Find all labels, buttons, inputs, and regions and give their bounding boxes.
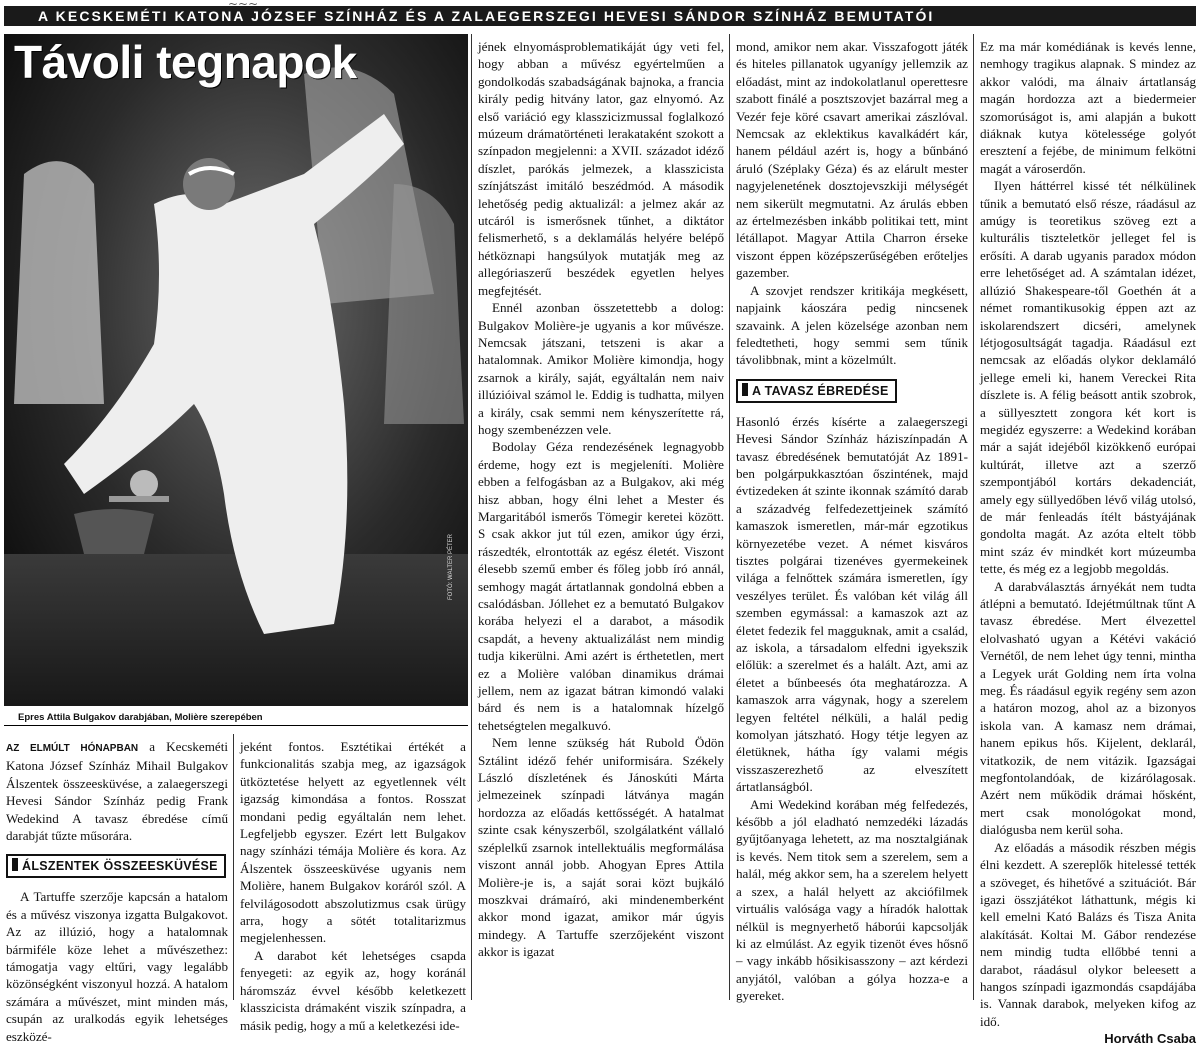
intro-paragraph: AZ ELMÚLT HÓNAPBAN a Kecskeméti Katona József Színház Mihail Bulgakov Álszentek összeesküvése, a zalaegerszegi Hevesi Sándor Színház pedig Frank Wedekind A tavasz ébredése című darabját tűzte műsorára. (6, 739, 228, 844)
heading-marker (12, 858, 18, 871)
photo-credit: FOTÓ: WALTER PÉTER (448, 533, 454, 600)
column-5 (980, 38, 1196, 1047)
paragraph: Hasonló érzés kísérte a zalaegerszegi Hevesi Sándor Színház háziszínpadán A tavasz ébredésének bemutatóját Az 1891-ben polgárpukkasztóan őszintének, majd évtizedeken át szinte ikonnak számító darab a századvég felfedezettjeinek számító kamaszok ismeretlen, már-már egzotikus környezetébe vezet. A német kisváros tisztes polgárai tizenéves gyermekeinek világa a felnőttek számára ismeretlen, így veszélyes terület. És valóban két világ áll szemben egymással: a kamaszok azt az életet fedezik fel magguknak, amit a család, az iskola, a társadalom elfedni igyekszik előlük: a szerelmet és a halált. Azt, ami az életet a bűnbeesés óta meghatározza. A kamaszok arra vágynak, hogy a szerelem legyen feltétel nélküli, a halál pedig komolyan játszható. Hogy tétje legyen az életüknek, hátha így valami mégis visszaszerezhető az elveszített ártatlanságból. (736, 413, 968, 795)
paragraph: Nem lenne szükség hát Rubold Ödön Sztálint idéző fehér uniformisára. Székely László díszletének és Jánoskúti Márta jelmezeinek színpadi látványa magán hordozza az előadás kettősségét. A hatalmat szinte csak kényszerből, szolgálatként vállaló széplelkű zsarnok intellektuális megformálása viszont annál jobb. Ahogyan Epres Attila Molière-je is, a saját sorai közt bujkáló moszkvai drámaíró, aki mindenemberként akkor mond igazat, amikor már úgyis mindegy. A Tartuffe szerzőjeként viszont akkor is igazat (478, 735, 724, 960)
intro-lead: AZ ELMÚLT HÓNAPBAN (6, 743, 139, 754)
paragraph: A darabválasztás árnyékát nem tudta átlépni a bemutató. Idejétmúltnak tűnt A tavasz ébredése. Mert élvezettel elolvasható ugyan a Kétévi vakáció Vernétől, de nem lehet úgy tenni, mintha a Legyek urát Golding nem írta volna meg. És ráadásul egyik regény sem azon a határon mozog, ahol az a bizonyos iskola van. A kamasz nem drámai, hanem epikus hős. Kijelent, deklarál, vitatkozik, de nem vitázik. Igazságai megfontolandóak, de kizárólagosak. Azért nem működik drámai hősként, mert csak monológokat mond, dialógusba nem kerül soha. (980, 578, 1196, 838)
paragraph: jeként fontos. Esztétikai értékét a funkcionalitás szabja meg, az igazságok ütköztetése helyett az egyetlennek vélt igazság kimondása a fontos. Rosszat mondani pedig egyáltalán nem lehet. Legfeljebb egyszer. Ezért lett Bulgakov nagy színházi témája Molière és kora. Az Álszentek összeesküvése ugyanis nem Molière, hanem Bulgakov koráról szól. A felvilágosodott abszolutizmus csak ürügy arra, hogy a sötét totalitarizmus megjelenhessen. (240, 739, 466, 946)
stage-photo (4, 34, 468, 706)
column-rule (973, 34, 974, 1000)
paragraph: A szovjet rendszer kritikája megkésett, napjaink káoszára pedig nincsenek szavaink. A jelen közelsége azonban nem feledtetheti, hogy semmi sem tűnik távolibbnak, mint a közelmúlt. (736, 282, 968, 368)
column-2 (240, 738, 466, 1033)
paragraph: jének elnyomásproblematikáját úgy veti fel, hogy abban a művész egyértelműen a gondolkodás szabadságának bajnoka, a francia király pedig hitvány lator, gaz elnyomó. Az első variáció egy klasszicizmussal foglalkozó múzeum drámatörténeti lerakataként szokott a színpadon megjelenni: a XVII. századot idéző díszlet, parókás jelmezek, a klasszicista színjátszást imitáló beszédmód. A második lehetőség pedig aktualizál: a jelmez akár az utcáról is ismerősnek tűnhet, a diktátor felismerhető, s a deklamálás helyére belépő hétköznapi hangsúlyok mutatják meg az allegóriaszerű beszédek egyetlen helyes megfejtését. (478, 39, 724, 298)
paragraph: Bodolay Géza rendezésének legnagyobb érdeme, hogy ezt is megjeleníti. Molière ebben a felfogásban az a Bulgakov, aki még hisz abban, hogy élni lehet a Mester és Margaritából ismerős Tömegir keretei között. S csak akkor jut túl ezen, amikor úgy érzi, rászedték, elrontották az egész életét. Viszont élesebb szemű ember és főleg jobb író annál, semhogy magát ártatlannak gondolná ebben a csalódásban. Jóllehet ez a bemutató Bulgakov korába helyezi el a darabot, a második csapdát, a heveny aktualizálást nem mindig tudja kikerülni. Ami azért is érthetetlen, mert ez a Molière valóban dinamikus drámai jellem, nem az igazat bátran kimondó valaki bárd és nem is a hatalomnak hízelgő tehetségtelen megalkuvó. (478, 439, 724, 733)
section-heading-tavasz: A TAVASZ ÉBREDÉSE (736, 379, 897, 403)
photo-caption: Epres Attila Bulgakov darabjában, Molière szerepében (4, 710, 468, 726)
paragraph: A Tartuffe szerzője kapcsán a hatalom és a művész viszonya izgatta Bulgakovot. Az az illúzió, hogy a hatalomnak bármiféle köze lehet a művészethez: támogatja vagy eltűri, vagy legalább közönségként viszonyul hozzá. A hatalom számára a művészet, mint minden más, csupán az uralkodás egyik lehetséges eszközé- (6, 889, 228, 1044)
paragraph: Ilyen háttérrel kissé tét nélkülinek tűnik a bemutató első része, ráadásul az amúgy is teoretikus szöveg ezt a kulturális tiszteletkör jelleget fel is erősíti. A darab ugyanis paradox módon erre lehetőséget ad. A számtalan idézet, allúzió Shakespeare-től Goethén át a német romantikusokig éppen azt az iskolarendszert dicséri, amelynek létjogosultságát tagadja. Ráadásul ezt nemcsak az előadás olykor deklamáló jellege emeli ki, hanem Vereckei Rita díszlete is. A félig beásott antik szobrok, a süllyesztett zongora két kort is megidéz egyszerre: a Wedekind korában már a saját idejéből kizökkenő európai kultúrát, illetve azt a szerző szempontjából kortárs dekadenciát, amely egy süllyedőben lévő világ utolsó, de már fenleadás ítélt bástyájának gondolta magát. Az azóta eltelt több mint száz év mindkét kort múzeumba tette, és még ez a legjobb megoldás. (980, 178, 1196, 577)
column-4 (736, 38, 968, 1004)
paragraph: Ami Wedekind korában még felfedezés, később a jól eladható nemzedéki lázadás gyűjtőanyaga lehetett, az ma nosztalgiának is kevés. Nem titok sem a szerelem, sem a halál, még akkor sem, ha a szerelem helyett a szex, a halál helyett az akciófilmek virtuális valósága vagy a híradók halottak nélkül is megnyerhető háborúi kapcsolják ki az elmúlást. Az egyik tizenöt éves hősnő – vagy inkább hősikisasszony – azt kérdezi anyjától, valóban a gólya hozza-e a gyereket. (736, 796, 968, 1004)
column-rule (471, 34, 472, 1000)
paragraph: Ennél azonban összetettebb a dolog: Bulgakov Molière-je ugyanis a kor művésze. Nemcsak játszani, tetszeni is akar a hatalomnak. Amikor Molière kimondja, hogy zsarnok a király, saját, egyáltalán nem naiv illúzióival számol le. Eddig is tudhatta, milyen a király, csak semmi nem kényszerítette rá, hogy szembenézzen vele. (478, 300, 724, 437)
header-banner: A KECSKEMÉTI KATONA JÓZSEF SZÍNHÁZ ÉS A ZALAEGERSZEGI HEVESI SÁNDOR SZÍNHÁZ BEMUTATÓI (4, 6, 1196, 26)
article-title: Távoli tegnapok (14, 36, 357, 88)
paragraph: mond, amikor nem akar. Visszafogott játék és hiteles pillanatok ugyanígy jellemzik az előadást, mint az indokolatlanul operettesre szabott finálé a posztszovjet bazárral meg a Vezér feje köré csavart amerikai zászlóval. Nemcsak az eklektikus kavalkádért kár, hanem például azért is, hogy a bűnbánó áruló (Széplaky Géza) és az elárult mester nagyjelenetének dosztojevszkiji mélységét nem sikerült megmutatni. Az árulás ebben az értelmezésben inkább politikai tett, mint létállapot. Magyar Attila Charron érseke viszont éppen középszerűségében erőteljes gazember. (736, 39, 968, 281)
paragraph: Ez ma már komédiának is kevés lenne, nemhogy tragikus alapnak. S mindez az akkor valódi, ma álnaiv ártatlanság magán hordozza azt a biedermeier szomorúságot is, ami alapján a bukott diáknak kutya kötelessége golyót eresztení a fejébe, de minimum felkötni magát a városerdőn. (980, 39, 1196, 176)
column-rule (233, 734, 234, 1000)
heading-marker (742, 383, 748, 396)
section-heading-alszentek: ÁLSZENTEK ÖSSZEESKÜVÉSE (6, 854, 226, 878)
column-1 (6, 738, 228, 1044)
column-rule (729, 34, 730, 1000)
author-signature: Horváth Csaba (1104, 1031, 1196, 1047)
column-3 (478, 38, 724, 1000)
paragraph: Az előadás a második részben mégis élni kezdett. A szereplők hitelessé tették a szöveget, és hihetővé a szituációt. Bár igazi összjátékot láthattunk, mégis ki kell emelni Kató Balázs és Tisza Anita alakítását. Koltai M. Gábor rendezése nem mindig tudta ellőbbé tenni a darabot, ráadásul olykor beleesett a hangos színpadi igazmondás csapdájába is. Vannak darabok, melyeken kifog az idő. (980, 839, 1196, 1029)
paragraph: A darabot két lehetséges csapda fenyegeti: az egyik az, hogy koránál háromszáz évvel később keletkezett klasszicista drámaként viszik színpadra, a másik pedig, hogy a mű a keletkezési ide- (240, 947, 466, 1033)
